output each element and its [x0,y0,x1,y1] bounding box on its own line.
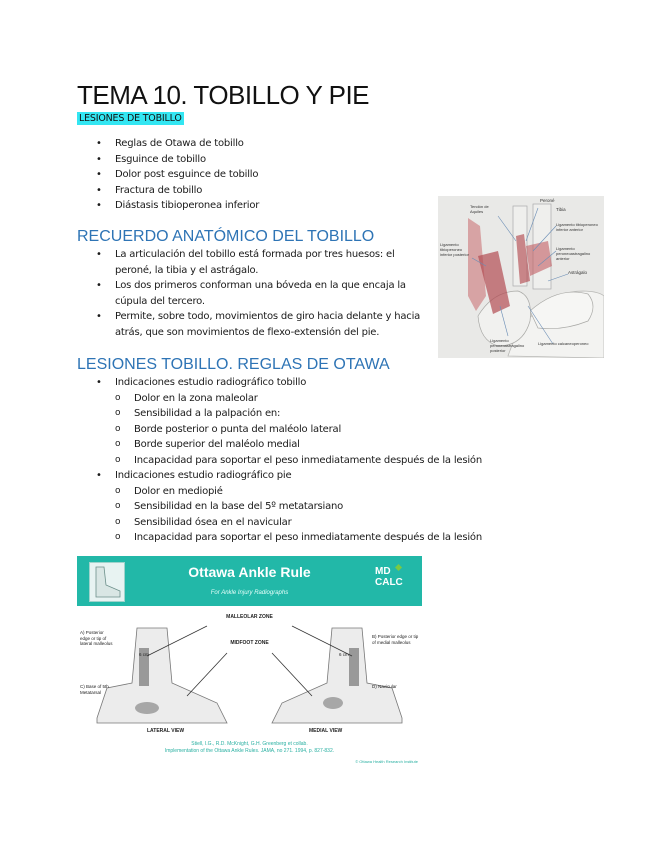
label-lig-pa-ant: Ligamento peroneoastragalino anterior [556,246,591,261]
sublist-item: o Borde posterior o punta del maléolo lateral [96,422,482,438]
label-astragalo: Astrágalo [568,270,588,275]
recuerdo-list [96,247,431,340]
otawa-list-tobillo [96,375,306,391]
otawa-sublist-tobillo [96,391,482,469]
otawa-list-pie [96,468,291,484]
list-item: • Diástasis tibioperonea inferior [96,198,259,214]
cm-right: 6 cm [339,652,349,657]
section-heading-recuerdo: RECUERDO ANATÓMICO DEL TOBILLO [77,228,375,245]
figure-subtitle: For Ankle Injury Radiographs [210,590,289,596]
mdcalc-logo: MD CALC [375,566,403,588]
list-item: • Fractura de tobillo [96,183,259,199]
credit: © Ottawa Health Research Institute [355,759,418,764]
section-heading-otawa: LESIONES TOBILLO. REGLAS DE OTAWA [77,356,390,373]
otawa-sublist-pie [96,484,482,546]
label-b: B) Posterior edge or tip of medial malleolus [372,634,419,645]
sublist-item: o Sensibilidad a la palpación en: [96,406,482,422]
ankle-anatomy-figure [438,196,604,358]
sublist-item: o Borde superior del maléolo medial [96,437,482,453]
lateral-view-label: LATERAL VIEW [147,728,185,734]
list-item: • Dolor post esguince de tobillo [96,167,259,183]
label-a: A) Posterior edge or tip of lateral malleolus [80,630,113,646]
label-tibia: Tibia [556,207,566,212]
page-title: TEMA 10. TOBILLO Y PIE [77,80,370,110]
figure-title: Ottawa Ankle Rule [188,564,311,580]
label-lig-pc: Ligamento calcaneoperoneo [538,341,589,346]
list-item: • La articulación del tobillo está formada por tres huesos: el peroné, la tibia y el astrágalo. [96,247,431,278]
sublist-item: o Sensibilidad en la base del 5º metatarsiano [96,499,482,515]
ottawa-diagram [77,608,422,738]
ottawa-ankle-rule-figure [77,556,422,770]
list-item: • Esguince de tobillo [96,152,259,168]
label-tendon: Tendón de Aquiles [470,204,489,214]
medial-view-label: MEDIAL VIEW [309,728,343,734]
label-lig-tib-ant: Ligamento tibioperoneo inferior anterior [556,222,598,232]
list-item: • Los dos primeros conforman una bóveda en la que encaja la cúpula del tercero. [96,278,431,309]
label-d: D) Navicular [372,684,397,689]
citation: Stiell, I.G., R.D. McKnight, G.H. Greenberg et collab. Implementation of the Ottawa Ankle Rules. JAMA, no 271. 1994, p. 827-832. [164,741,335,754]
sublist-item: o Incapacidad para soportar el peso inmediatamente después de la lesión [96,530,482,546]
sublist-item: o Sensibilidad ósea en el navicular [96,515,482,531]
highlighted-subheading: LESIONES DE TOBILLO [79,113,182,124]
ankle-anatomy-drawing [438,196,604,358]
cm-left: 6 cm [139,652,149,657]
list-item: • Permite, sobre todo, movimientos de giro hacia delante y hacia atrás, que son movimientos de flexo-extensión del pie. [96,309,431,340]
list-item: • Indicaciones estudio radiográfico pie [96,468,291,484]
lesiones-list [96,136,259,214]
sublist-item: o Dolor en la zona maleolar [96,391,482,407]
sublist-item: o Dolor en mediopié [96,484,482,500]
label-lig-pa-post: Ligamento peroneoastragalino posterior [490,338,525,353]
label-lig-tib-post: Ligamento tibioperoneo inferior posterior [440,242,469,257]
list-item: • Indicaciones estudio radiográfico tobillo [96,375,306,391]
label-c: C) Base of 5th Metatarsal [80,684,109,695]
sublist-item: o Incapacidad para soportar el peso inmediatamente después de la lesión [96,453,482,469]
malleolar-zone-label: MALLEOLAR ZONE [226,614,273,620]
list-item: • Reglas de Otawa de tobillo [96,136,259,152]
label-perone: Peroné [540,198,555,203]
midfoot-zone-label: MIDFOOT ZONE [230,640,269,646]
